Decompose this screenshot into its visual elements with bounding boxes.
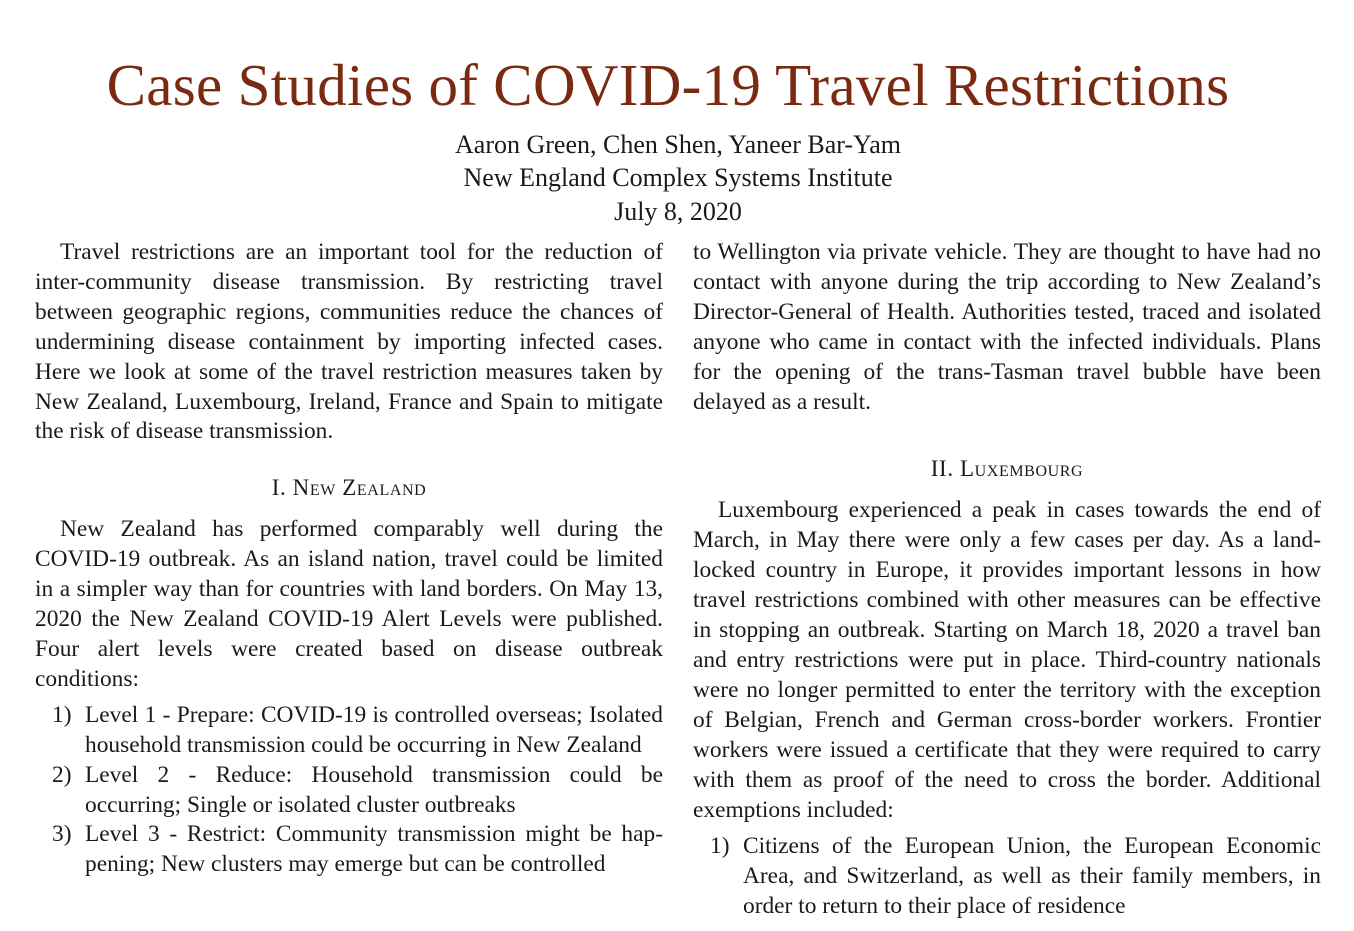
list-item-text: Citizens of the European Union, the European Economic Area, and Switzerland, as well as their family members, in order to return to their place of residence: [743, 833, 1321, 920]
new-zealand-paragraph: New Zealand has performed comparably well during the COVID-19 outbreak. As an island nation, travel could be limited in a simpler way than for countries with land borders. On May 13, 2020 the New Zealand COVID-19 Alert Levels were published. Four alert levels were created based on disease outbreak conditions:: [35, 516, 663, 692]
section-heading-new-zealand: I. New Zealand: [271, 475, 427, 501]
list-item: [35, 701, 663, 761]
list-item-number: 3): [52, 821, 72, 848]
exemptions-list: [693, 832, 1321, 922]
publication-date: July 8, 2020: [614, 197, 742, 226]
abstract-paragraph: Travel restrictions are an important tool for the reduction of inter-community disease transmission. By restricting travel between geographic regions, communities reduce the chances of undermining disease containment by importing infected cases. Here we look at some of the travel restriction measures taken by New Zealand, Luxembourg, Ireland, France and Spain to mitigate the risk of disease transmission.: [35, 239, 663, 445]
list-item-number: 2): [52, 761, 72, 788]
list-item-number: 1): [52, 701, 72, 728]
list-item-text: Level 1 - Prepare: COVID-19 is controlled overseas; Isolated household transmission could be occurring in New Zealand: [85, 701, 663, 758]
left-column: [35, 238, 663, 880]
list-item-text: Level 2 - Reduce: Household transmission could be occurring; Single or isolated cluster outbreaks: [85, 761, 663, 818]
paper-title: Case Studies of COVID-19 Travel Restrictions: [106, 52, 1230, 118]
list-item: [35, 820, 663, 880]
alert-levels-list: [35, 701, 663, 880]
list-item: [35, 761, 663, 821]
affiliation: New England Complex Systems Institute: [463, 163, 893, 192]
luxembourg-paragraph: Luxembourg experienced a peak in cases towards the end of March, in May there were only a few cases per day. As a land-locked country in Europe, it provides important lessons in how travel restrictions combined with other measures can be effective in stopping an outbreak. Starting on March 18, 2020 a travel ban and entry restrictions were put in place. Third-country nationals were no longer permitted to enter the territory with the exception of Belgian, French and German cross-border workers. Frontier workers were issued a certificate that they were required to carry with them as proof of the need to cross the border. Additional exemptions included:: [693, 497, 1321, 823]
list-item-number: 1): [710, 833, 730, 860]
continued-paragraph: to Wellington via private vehicle. They are thought to have had no contact with anyone during the trip according to New Zealand’s Director-General of Health. Authorities tested, traced and isolated anyone who came in contact with the infected individuals. Plans for the opening of the trans-Tasman travel bubble have been delayed as a result.: [693, 239, 1321, 415]
list-item-text: Level 3 - Restrict: Community transmission might be happening; New clusters may emerge but can be controlled: [85, 821, 663, 878]
list-item: [693, 832, 1321, 922]
section-heading-luxembourg: II. Luxembourg: [930, 456, 1084, 482]
authors: Aaron Green, Chen Shen, Yaneer Bar-Yam: [455, 130, 901, 159]
right-column: [693, 238, 1321, 922]
